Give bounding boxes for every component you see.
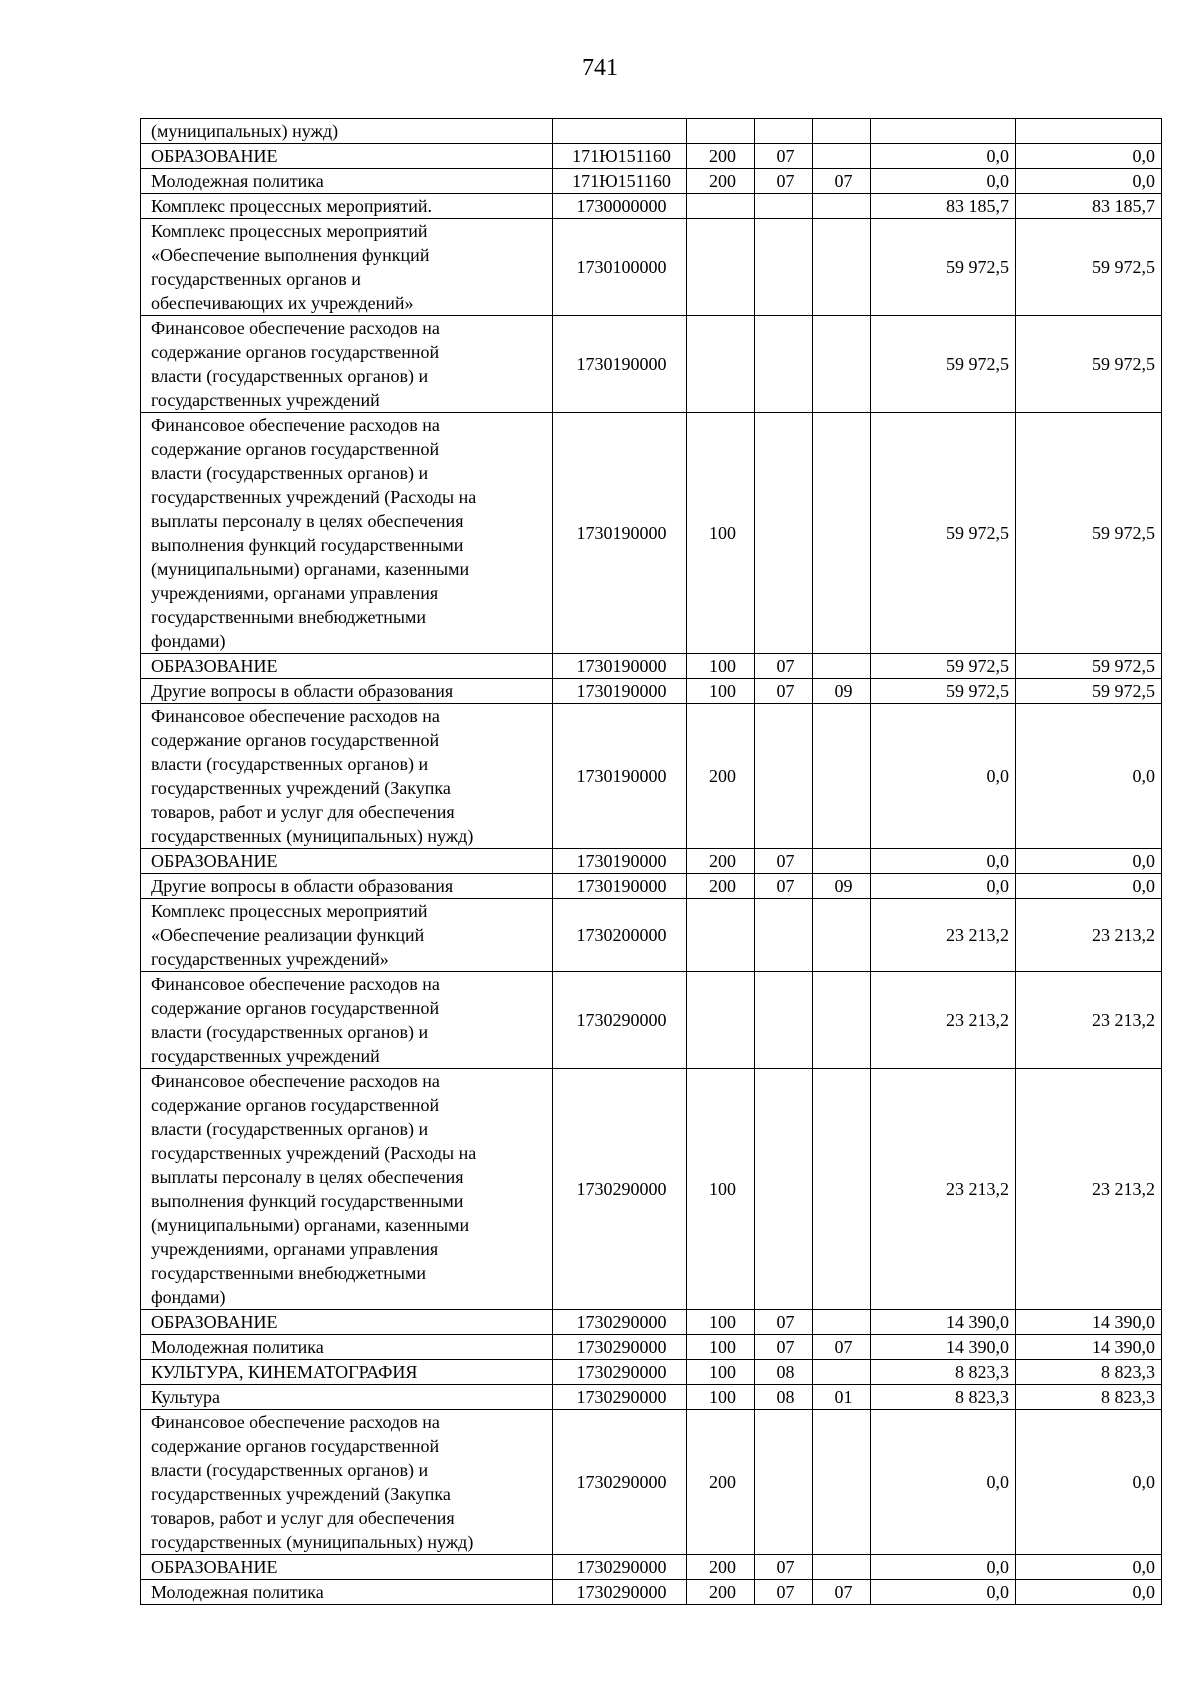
expense-type-cell-text: 200 <box>709 876 736 896</box>
amount-year1-cell-text: 59 972,5 <box>946 523 1009 543</box>
expense-name-cell-text: ОБРАЗОВАНИЕ <box>151 1557 278 1577</box>
expense-type-cell <box>687 874 755 899</box>
expense-name-cell <box>141 1580 553 1605</box>
table-row <box>141 1335 1162 1360</box>
section-cell <box>755 119 813 144</box>
amount-year2-cell-text: 0,0 <box>1132 1557 1155 1577</box>
expense-type-cell <box>687 194 755 219</box>
expense-type-cell <box>687 1555 755 1580</box>
section-cell <box>755 1069 813 1310</box>
target-article-cell <box>553 1385 687 1410</box>
expense-type-cell-text: 200 <box>709 1557 736 1577</box>
amount-year1-cell-text: 0,0 <box>986 1582 1009 1602</box>
expense-type-cell <box>687 704 755 849</box>
table-row <box>141 169 1162 194</box>
amount-year2-cell-text: 83 185,7 <box>1092 196 1155 216</box>
amount-year2-cell <box>1016 169 1162 194</box>
expense-name-cell <box>141 1335 553 1360</box>
expense-name-cell-text: Культура <box>151 1387 220 1407</box>
subsection-cell <box>813 1069 871 1310</box>
amount-year1-cell <box>871 704 1016 849</box>
target-article-cell-text: 1730290000 <box>576 1557 667 1577</box>
amount-year2-cell-text: 59 972,5 <box>1092 656 1155 676</box>
expense-type-cell-text: 100 <box>709 656 736 676</box>
amount-year2-cell-text: 14 390,0 <box>1092 1337 1155 1357</box>
amount-year1-cell-text: 59 972,5 <box>946 656 1009 676</box>
target-article-cell-text: 1730290000 <box>576 1312 667 1332</box>
amount-year1-cell-text: 8 823,3 <box>955 1362 1009 1382</box>
amount-year1-cell <box>871 1069 1016 1310</box>
expense-type-cell-text: 200 <box>709 146 736 166</box>
target-article-cell-text: 1730290000 <box>576 1010 667 1030</box>
expense-type-cell <box>687 1385 755 1410</box>
subsection-cell <box>813 849 871 874</box>
target-article-cell-text: 1730290000 <box>576 1472 667 1492</box>
subsection-cell <box>813 654 871 679</box>
target-article-cell-text: 1730290000 <box>576 1582 667 1602</box>
section-cell-text: 07 <box>776 876 795 896</box>
amount-year1-cell-text: 0,0 <box>986 146 1009 166</box>
table-row <box>141 316 1162 413</box>
target-article-cell <box>553 972 687 1069</box>
amount-year2-cell <box>1016 1360 1162 1385</box>
target-article-cell <box>553 1069 687 1310</box>
target-article-cell <box>553 316 687 413</box>
expense-name-cell-text: ОБРАЗОВАНИЕ <box>151 656 278 676</box>
expense-name-cell <box>141 144 553 169</box>
target-article-cell-text: 171Ю151160 <box>572 171 671 191</box>
expense-type-cell-text: 100 <box>709 1179 736 1199</box>
expense-type-cell <box>687 144 755 169</box>
expense-type-cell-text: 100 <box>709 1337 736 1357</box>
section-cell <box>755 654 813 679</box>
amount-year1-cell-text: 0,0 <box>986 1472 1009 1492</box>
subsection-cell-text: 01 <box>834 1387 853 1407</box>
subsection-cell <box>813 1385 871 1410</box>
target-article-cell <box>553 119 687 144</box>
amount-year2-cell <box>1016 1580 1162 1605</box>
amount-year2-cell <box>1016 1410 1162 1555</box>
amount-year2-cell <box>1016 1555 1162 1580</box>
section-cell <box>755 1385 813 1410</box>
amount-year1-cell <box>871 194 1016 219</box>
expense-name-cell <box>141 972 553 1069</box>
target-article-cell-text: 1730190000 <box>576 766 667 786</box>
subsection-cell <box>813 1335 871 1360</box>
amount-year2-cell-text: 59 972,5 <box>1092 257 1155 277</box>
section-cell <box>755 413 813 654</box>
section-cell <box>755 849 813 874</box>
expense-name-cell-text: Финансовое обеспечение расходов на содержание органов государственной власти (государственных органов) и государственных учреждений (Расходы на выплаты персоналу в целях обеспечения выполнения функций государственными (муниципальными) органами, казенными учреждениями, органами управления государственными внебюджетными фондами) <box>151 415 477 651</box>
expense-type-cell-text: 100 <box>709 681 736 701</box>
amount-year1-cell <box>871 169 1016 194</box>
expense-type-cell <box>687 219 755 316</box>
amount-year1-cell <box>871 1580 1016 1605</box>
expense-type-cell <box>687 899 755 972</box>
amount-year1-cell-text: 14 390,0 <box>946 1337 1009 1357</box>
target-article-cell <box>553 413 687 654</box>
expense-name-cell-text: Финансовое обеспечение расходов на содержание органов государственной власти (государственных органов) и государственных учреждений <box>151 318 440 410</box>
amount-year1-cell <box>871 316 1016 413</box>
amount-year2-cell <box>1016 1310 1162 1335</box>
section-cell <box>755 972 813 1069</box>
section-cell <box>755 1310 813 1335</box>
expense-type-cell <box>687 316 755 413</box>
section-cell-text: 07 <box>776 146 795 166</box>
subsection-cell <box>813 679 871 704</box>
table-row <box>141 144 1162 169</box>
expense-name-cell <box>141 1555 553 1580</box>
section-cell-text: 07 <box>776 656 795 676</box>
section-cell <box>755 874 813 899</box>
subsection-cell <box>813 704 871 849</box>
subsection-cell <box>813 874 871 899</box>
amount-year2-cell-text: 0,0 <box>1132 1582 1155 1602</box>
target-article-cell <box>553 1555 687 1580</box>
expense-name-cell-text: Комплекс процессных мероприятий «Обеспечение выполнения функций государственных органов и обеспечивающих их учреждений» <box>151 221 430 313</box>
amount-year1-cell <box>871 1410 1016 1555</box>
expense-name-cell-text: Другие вопросы в области образования <box>151 876 454 896</box>
expense-name-cell-text: Финансовое обеспечение расходов на содержание органов государственной власти (государственных органов) и государственных учреждений <box>151 974 440 1066</box>
target-article-cell-text: 1730100000 <box>576 257 667 277</box>
expense-type-cell-text: 200 <box>709 851 736 871</box>
amount-year1-cell <box>871 972 1016 1069</box>
section-cell-text: 07 <box>776 851 795 871</box>
amount-year1-cell <box>871 119 1016 144</box>
subsection-cell <box>813 1580 871 1605</box>
section-cell <box>755 169 813 194</box>
section-cell-text: 07 <box>776 1337 795 1357</box>
section-cell <box>755 194 813 219</box>
expense-type-cell <box>687 119 755 144</box>
expense-name-cell-text: Комплекс процессных мероприятий. <box>151 196 433 216</box>
expense-name-cell-text: Комплекс процессных мероприятий «Обеспечение реализации функций государственных учреждений» <box>151 901 428 969</box>
amount-year2-cell-text: 0,0 <box>1132 171 1155 191</box>
section-cell-text: 07 <box>776 1582 795 1602</box>
amount-year2-cell <box>1016 704 1162 849</box>
expense-type-cell <box>687 1069 755 1310</box>
amount-year2-cell <box>1016 413 1162 654</box>
table-row <box>141 1555 1162 1580</box>
amount-year1-cell <box>871 413 1016 654</box>
amount-year1-cell <box>871 1385 1016 1410</box>
target-article-cell <box>553 169 687 194</box>
expense-name-cell <box>141 849 553 874</box>
expense-name-cell <box>141 704 553 849</box>
amount-year2-cell-text: 0,0 <box>1132 851 1155 871</box>
expense-name-cell-text: ОБРАЗОВАНИЕ <box>151 146 278 166</box>
amount-year1-cell <box>871 144 1016 169</box>
expense-name-cell-text: ОБРАЗОВАНИЕ <box>151 851 278 871</box>
amount-year2-cell <box>1016 679 1162 704</box>
expense-name-cell <box>141 1360 553 1385</box>
target-article-cell-text: 1730190000 <box>576 656 667 676</box>
target-article-cell-text: 1730190000 <box>576 523 667 543</box>
expense-name-cell <box>141 219 553 316</box>
amount-year2-cell-text: 59 972,5 <box>1092 523 1155 543</box>
target-article-cell-text: 1730290000 <box>576 1362 667 1382</box>
table-row <box>141 1410 1162 1555</box>
expense-type-cell <box>687 1310 755 1335</box>
target-article-cell <box>553 1410 687 1555</box>
expense-name-cell <box>141 413 553 654</box>
table-row <box>141 849 1162 874</box>
amount-year2-cell <box>1016 144 1162 169</box>
table-row <box>141 899 1162 972</box>
expense-type-cell <box>687 1360 755 1385</box>
expense-name-cell-text: Молодежная политика <box>151 1582 324 1602</box>
target-article-cell-text: 1730290000 <box>576 1337 667 1357</box>
amount-year1-cell-text: 23 213,2 <box>946 925 1009 945</box>
target-article-cell <box>553 194 687 219</box>
subsection-cell <box>813 1410 871 1555</box>
expense-name-cell-text: Финансовое обеспечение расходов на содержание органов государственной власти (государственных органов) и государственных учреждений (Расходы на выплаты персоналу в целях обеспечения выполнения функций государственными (муниципальными) органами, казенными учреждениями, органами управления государственными внебюджетными фондами) <box>151 1071 477 1307</box>
amount-year1-cell-text: 59 972,5 <box>946 681 1009 701</box>
target-article-cell <box>553 704 687 849</box>
target-article-cell-text: 1730190000 <box>576 851 667 871</box>
amount-year1-cell-text: 0,0 <box>986 876 1009 896</box>
expense-name-cell <box>141 316 553 413</box>
section-cell <box>755 1335 813 1360</box>
section-cell <box>755 1360 813 1385</box>
expense-name-cell <box>141 874 553 899</box>
amount-year2-cell-text: 8 823,3 <box>1101 1362 1155 1382</box>
expense-type-cell-text: 200 <box>709 1472 736 1492</box>
section-cell <box>755 144 813 169</box>
amount-year1-cell <box>871 899 1016 972</box>
section-cell <box>755 1555 813 1580</box>
table-row <box>141 413 1162 654</box>
section-cell <box>755 899 813 972</box>
target-article-cell-text: 1730190000 <box>576 681 667 701</box>
amount-year1-cell <box>871 1555 1016 1580</box>
expense-name-cell-text: Молодежная политика <box>151 1337 324 1357</box>
expense-name-cell <box>141 194 553 219</box>
subsection-cell <box>813 316 871 413</box>
expense-type-cell-text: 100 <box>709 1387 736 1407</box>
budget-table <box>140 118 1162 1605</box>
amount-year2-cell <box>1016 849 1162 874</box>
target-article-cell-text: 1730200000 <box>576 925 667 945</box>
amount-year2-cell <box>1016 119 1162 144</box>
amount-year1-cell-text: 14 390,0 <box>946 1312 1009 1332</box>
expense-name-cell <box>141 1310 553 1335</box>
amount-year1-cell-text: 0,0 <box>986 851 1009 871</box>
expense-type-cell <box>687 413 755 654</box>
section-cell <box>755 316 813 413</box>
expense-name-cell <box>141 1385 553 1410</box>
amount-year1-cell <box>871 1335 1016 1360</box>
expense-type-cell-text: 100 <box>709 523 736 543</box>
table-row <box>141 1360 1162 1385</box>
amount-year2-cell <box>1016 219 1162 316</box>
subsection-cell <box>813 119 871 144</box>
expense-name-cell <box>141 899 553 972</box>
section-cell <box>755 1410 813 1555</box>
section-cell <box>755 219 813 316</box>
expense-type-cell <box>687 1580 755 1605</box>
subsection-cell <box>813 972 871 1069</box>
subsection-cell <box>813 899 871 972</box>
target-article-cell <box>553 1310 687 1335</box>
amount-year1-cell <box>871 679 1016 704</box>
subsection-cell-text: 07 <box>834 1337 853 1357</box>
table-row <box>141 874 1162 899</box>
table-row <box>141 119 1162 144</box>
target-article-cell <box>553 899 687 972</box>
target-article-cell-text: 171Ю151160 <box>572 146 671 166</box>
expense-type-cell-text: 200 <box>709 171 736 191</box>
amount-year2-cell <box>1016 316 1162 413</box>
amount-year2-cell <box>1016 972 1162 1069</box>
target-article-cell <box>553 874 687 899</box>
section-cell-text: 07 <box>776 1557 795 1577</box>
amount-year1-cell-text: 0,0 <box>986 766 1009 786</box>
amount-year2-cell <box>1016 1335 1162 1360</box>
expense-type-cell <box>687 654 755 679</box>
section-cell-text: 07 <box>776 1312 795 1332</box>
table-row <box>141 654 1162 679</box>
expense-name-cell <box>141 1069 553 1310</box>
amount-year1-cell-text: 59 972,5 <box>946 354 1009 374</box>
amount-year1-cell <box>871 1360 1016 1385</box>
subsection-cell-text: 09 <box>834 876 853 896</box>
section-cell <box>755 704 813 849</box>
budget-table-body <box>141 119 1162 1605</box>
table-row <box>141 972 1162 1069</box>
amount-year1-cell <box>871 1310 1016 1335</box>
amount-year2-cell <box>1016 874 1162 899</box>
expense-type-cell-text: 200 <box>709 766 736 786</box>
amount-year1-cell-text: 0,0 <box>986 171 1009 191</box>
table-row <box>141 1580 1162 1605</box>
subsection-cell <box>813 1555 871 1580</box>
expense-type-cell-text: 100 <box>709 1312 736 1332</box>
page-number: 741 <box>582 55 618 81</box>
expense-name-cell-text: ОБРАЗОВАНИЕ <box>151 1312 278 1332</box>
section-cell-text: 07 <box>776 681 795 701</box>
target-article-cell <box>553 219 687 316</box>
target-article-cell-text: 1730000000 <box>576 196 667 216</box>
expense-type-cell <box>687 1335 755 1360</box>
amount-year1-cell-text: 0,0 <box>986 1557 1009 1577</box>
target-article-cell <box>553 849 687 874</box>
amount-year2-cell <box>1016 1069 1162 1310</box>
target-article-cell-text: 1730290000 <box>576 1179 667 1199</box>
amount-year1-cell-text: 83 185,7 <box>946 196 1009 216</box>
subsection-cell-text: 07 <box>834 1582 853 1602</box>
amount-year1-cell-text: 8 823,3 <box>955 1387 1009 1407</box>
target-article-cell-text: 1730190000 <box>576 876 667 896</box>
amount-year1-cell <box>871 219 1016 316</box>
amount-year2-cell-text: 0,0 <box>1132 766 1155 786</box>
expense-name-cell <box>141 169 553 194</box>
table-row <box>141 1069 1162 1310</box>
amount-year1-cell-text: 23 213,2 <box>946 1179 1009 1199</box>
expense-name-cell <box>141 679 553 704</box>
section-cell <box>755 1580 813 1605</box>
expense-name-cell-text: Молодежная политика <box>151 171 324 191</box>
target-article-cell <box>553 1360 687 1385</box>
target-article-cell-text: 1730190000 <box>576 354 667 374</box>
expense-type-cell <box>687 679 755 704</box>
subsection-cell <box>813 219 871 316</box>
expense-type-cell-text: 100 <box>709 1362 736 1382</box>
expense-name-cell <box>141 654 553 679</box>
expense-type-cell <box>687 169 755 194</box>
expense-type-cell <box>687 1410 755 1555</box>
table-row <box>141 1310 1162 1335</box>
subsection-cell <box>813 1360 871 1385</box>
amount-year2-cell-text: 23 213,2 <box>1092 1010 1155 1030</box>
amount-year2-cell <box>1016 1385 1162 1410</box>
target-article-cell <box>553 144 687 169</box>
amount-year2-cell-text: 23 213,2 <box>1092 925 1155 945</box>
section-cell-text: 07 <box>776 171 795 191</box>
expense-name-cell <box>141 119 553 144</box>
expense-type-cell-text: 200 <box>709 1582 736 1602</box>
amount-year2-cell-text: 0,0 <box>1132 146 1155 166</box>
amount-year2-cell-text: 0,0 <box>1132 1472 1155 1492</box>
amount-year2-cell <box>1016 194 1162 219</box>
expense-name-cell-text: Финансовое обеспечение расходов на содержание органов государственной власти (государственных органов) и государственных учреждений (Закупка товаров, работ и услуг для обеспечения государственных (муниципальных) нужд) <box>151 1412 474 1552</box>
amount-year1-cell <box>871 874 1016 899</box>
target-article-cell <box>553 654 687 679</box>
expense-name-cell-text: (муниципальных) нужд) <box>151 121 339 141</box>
expense-type-cell <box>687 849 755 874</box>
amount-year2-cell-text: 8 823,3 <box>1101 1387 1155 1407</box>
subsection-cell-text: 09 <box>834 681 853 701</box>
expense-name-cell <box>141 1410 553 1555</box>
table-row <box>141 679 1162 704</box>
amount-year2-cell <box>1016 899 1162 972</box>
expense-name-cell-text: КУЛЬТУРА, КИНЕМАТОГРАФИЯ <box>151 1362 418 1382</box>
table-row <box>141 1385 1162 1410</box>
expense-type-cell <box>687 972 755 1069</box>
section-cell-text: 08 <box>776 1387 795 1407</box>
section-cell-text: 08 <box>776 1362 795 1382</box>
table-row <box>141 704 1162 849</box>
amount-year1-cell <box>871 654 1016 679</box>
target-article-cell <box>553 1580 687 1605</box>
subsection-cell <box>813 169 871 194</box>
amount-year2-cell-text: 59 972,5 <box>1092 681 1155 701</box>
subsection-cell-text: 07 <box>834 171 853 191</box>
expense-name-cell-text: Другие вопросы в области образования <box>151 681 454 701</box>
target-article-cell <box>553 1335 687 1360</box>
amount-year2-cell <box>1016 654 1162 679</box>
table-row <box>141 194 1162 219</box>
amount-year1-cell-text: 59 972,5 <box>946 257 1009 277</box>
subsection-cell <box>813 413 871 654</box>
table-row <box>141 219 1162 316</box>
subsection-cell <box>813 1310 871 1335</box>
amount-year1-cell <box>871 849 1016 874</box>
amount-year1-cell-text: 23 213,2 <box>946 1010 1009 1030</box>
amount-year2-cell-text: 23 213,2 <box>1092 1179 1155 1199</box>
section-cell <box>755 679 813 704</box>
subsection-cell <box>813 194 871 219</box>
target-article-cell <box>553 679 687 704</box>
amount-year2-cell-text: 59 972,5 <box>1092 354 1155 374</box>
amount-year2-cell-text: 0,0 <box>1132 876 1155 896</box>
expense-name-cell-text: Финансовое обеспечение расходов на содержание органов государственной власти (государственных органов) и государственных учреждений (Закупка товаров, работ и услуг для обеспечения государственных (муниципальных) нужд) <box>151 706 474 846</box>
subsection-cell <box>813 144 871 169</box>
amount-year2-cell-text: 14 390,0 <box>1092 1312 1155 1332</box>
target-article-cell-text: 1730290000 <box>576 1387 667 1407</box>
